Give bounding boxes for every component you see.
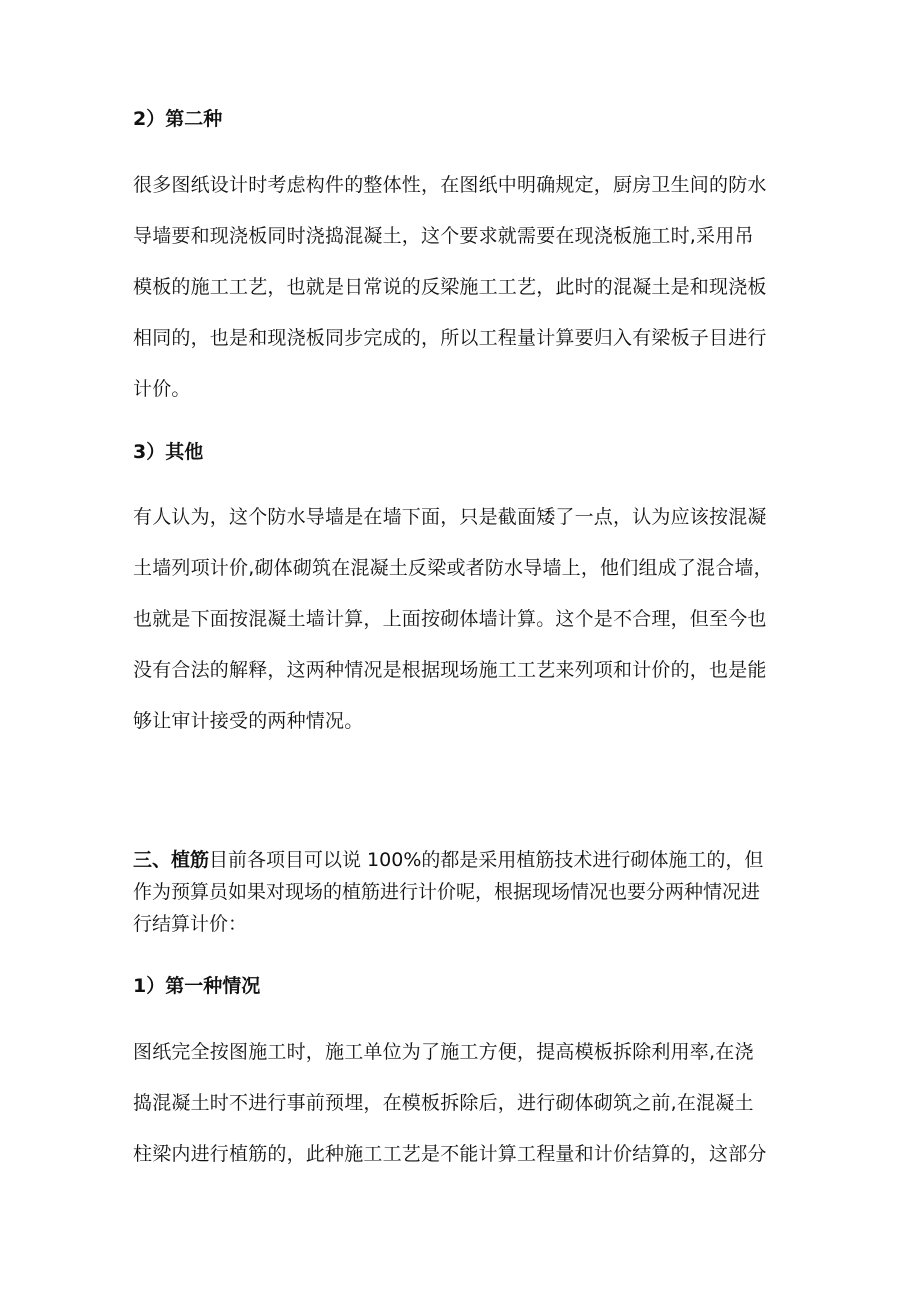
heading-first-case: 1）第一种情况 (133, 975, 261, 997)
text-line: 够让审计接受的两种情况。 (133, 710, 364, 732)
text-line: 也就是下面按混凝土墙计算，上面按砌体墙计算。这个是不合理，但至今也 (133, 608, 767, 630)
text-line: 行结算计价： (133, 913, 248, 935)
text-line: 作为预算员如果对现场的植筋进行计价呢，根据现场情况也要分两种情况进 (133, 881, 761, 903)
section-title-rebar-planting: 三、植筋 (133, 849, 210, 871)
text-line: 计价。 (133, 378, 191, 400)
text-line: 没有合法的解释，这两种情况是根据现场施工工艺来列项和计价的，也是能 (133, 659, 767, 681)
paragraph-second-type (133, 160, 797, 415)
text-line: 柱梁内进行植筋的，此种施工工艺是不能计算工程量和计价结算的，这部分 (133, 1143, 767, 1165)
paragraph-other (133, 492, 797, 747)
text-line (133, 844, 797, 876)
text-line: 图纸完全按图施工时，施工单位为了施工方便，提高模板拆除利用率,在浇 (133, 1041, 754, 1063)
heading-other: 3）其他 (133, 441, 204, 463)
text-line: 模板的施工工艺，也就是日常说的反梁施工工艺，此时的混凝土是和现浇板 (133, 276, 767, 298)
text-line: 有人认为，这个防水导墙是在墙下面，只是截面矮了一点，认为应该按混凝 (133, 506, 767, 528)
text-span: 目前各项目可以说 100%的都是采用植筋技术进行砌体施工的，但 (209, 849, 764, 871)
text-line: 捣混凝土时不进行事前预埋，在模板拆除后，进行砌体砌筑之前,在混凝土 (133, 1092, 754, 1114)
paragraph-first-case (133, 1027, 797, 1180)
text-line: 土墙列项计价,砌体砌筑在混凝土反梁或者防水导墙上，他们组成了混合墙， (133, 557, 773, 579)
text-line: 相同的，也是和现浇板同步完成的，所以工程量计算要归入有梁板子目进行 (133, 327, 767, 349)
text-line: 导墙要和现浇板同时浇捣混凝土，这个要求就需要在现浇板施工时,采用吊 (133, 225, 754, 247)
heading-second-type: 2）第二种 (133, 108, 223, 130)
text-line: 很多图纸设计时考虑构件的整体性，在图纸中明确规定，厨房卫生间的防水 (133, 174, 767, 196)
paragraph-rebar-planting (133, 844, 797, 940)
